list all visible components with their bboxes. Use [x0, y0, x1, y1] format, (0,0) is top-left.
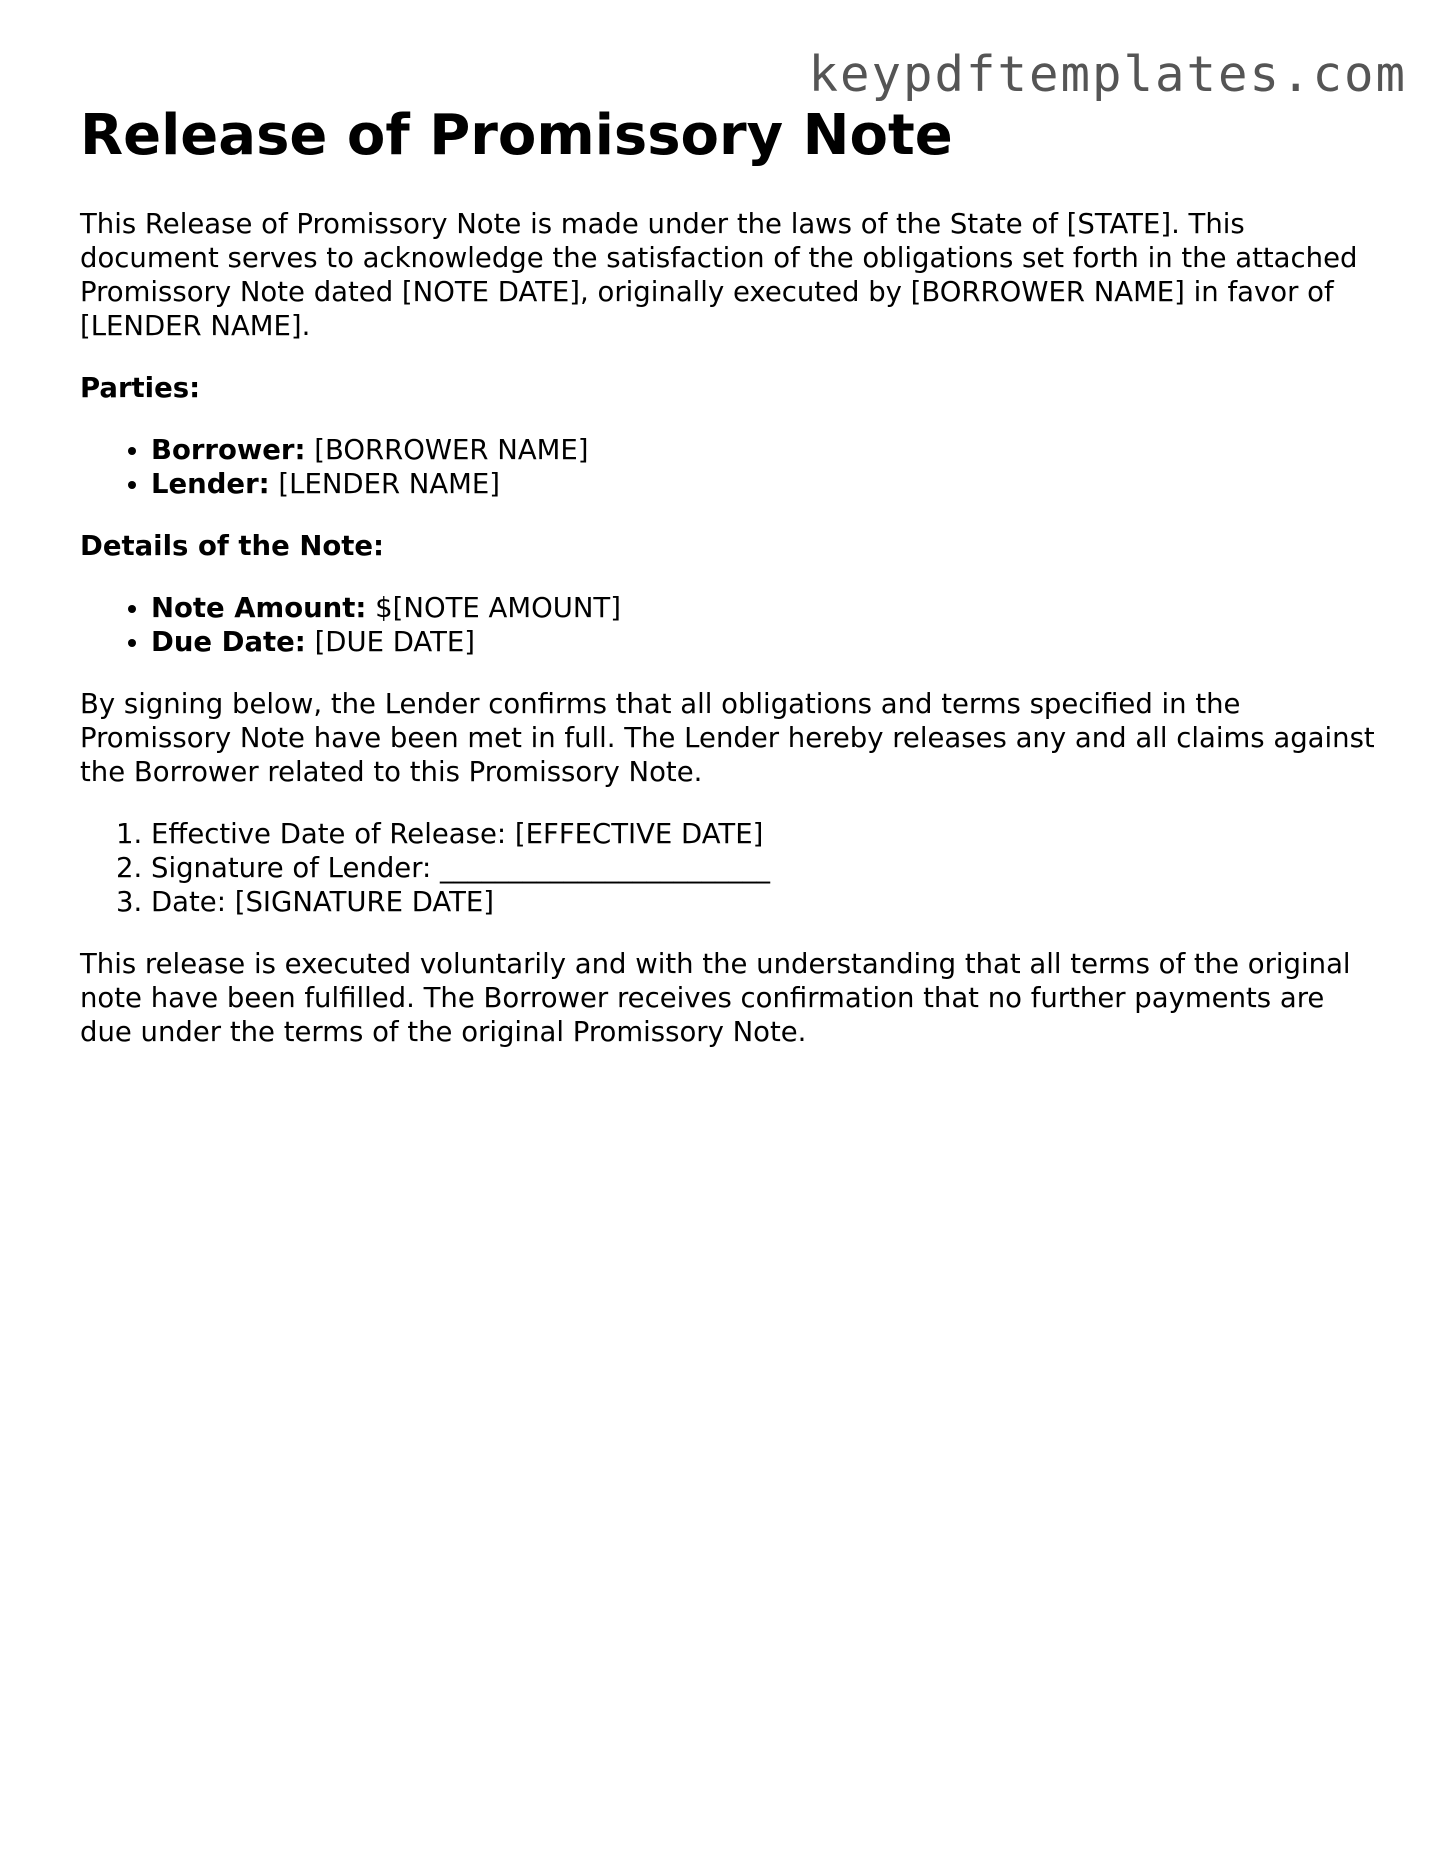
- confirmation-paragraph: By signing below, the Lender confirms that all obligations and terms specified in the Promissory Note have been met in full. The Lender hereby releases any and all claims against the Borrower related to this Promissory Note.: [80, 688, 1375, 788]
- list-item-borrower: [151, 433, 1380, 467]
- details-heading: Details of the Note:: [80, 530, 385, 562]
- document-page: [80, 100, 1380, 1049]
- borrower-label: Borrower:: [151, 434, 306, 466]
- borrower-value: [BORROWER NAME]: [314, 434, 589, 466]
- details-list: [80, 591, 1380, 659]
- parties-heading: Parties:: [80, 372, 201, 404]
- parties-list: [80, 433, 1380, 501]
- list-item-due-date: [151, 625, 1380, 659]
- list-item-effective-date: 1. Effective Date of Release: [EFFECTIVE DATE]: [151, 817, 1380, 851]
- list-item-note-amount: [151, 591, 1380, 625]
- watermark: keypdftemplates.com: [808, 46, 1407, 103]
- lender-label: Lender:: [151, 468, 270, 500]
- intro-paragraph: This Release of Promissory Note is made under the laws of the State of [STATE]. This document serves to acknowledge the satisfaction of the obligations set forth in the attached Promissory Note dated [NOTE DATE], originally executed by [BORROWER NAME] in favor of [LENDER NAME].: [80, 208, 1358, 342]
- due-date-value: [DUE DATE]: [314, 626, 475, 658]
- document-title: Release of Promissory Note: [80, 103, 953, 168]
- list-item-lender-signature: 2. Signature of Lender: ________________________: [151, 851, 1380, 885]
- note-amount-value: $[NOTE AMOUNT]: [375, 592, 621, 624]
- note-amount-label: Note Amount:: [151, 592, 367, 624]
- signature-list: [80, 817, 1380, 919]
- list-item-signature-date: 3. Date: [SIGNATURE DATE]: [151, 885, 1380, 919]
- due-date-label: Due Date:: [151, 626, 306, 658]
- closing-paragraph: This release is executed voluntarily and with the understanding that all terms of the original note have been fulfilled. The Borrower receives confirmation that no further payments are due under the terms of the original Promissory Note.: [80, 948, 1351, 1048]
- lender-value: [LENDER NAME]: [278, 468, 501, 500]
- list-item-lender: [151, 467, 1380, 501]
